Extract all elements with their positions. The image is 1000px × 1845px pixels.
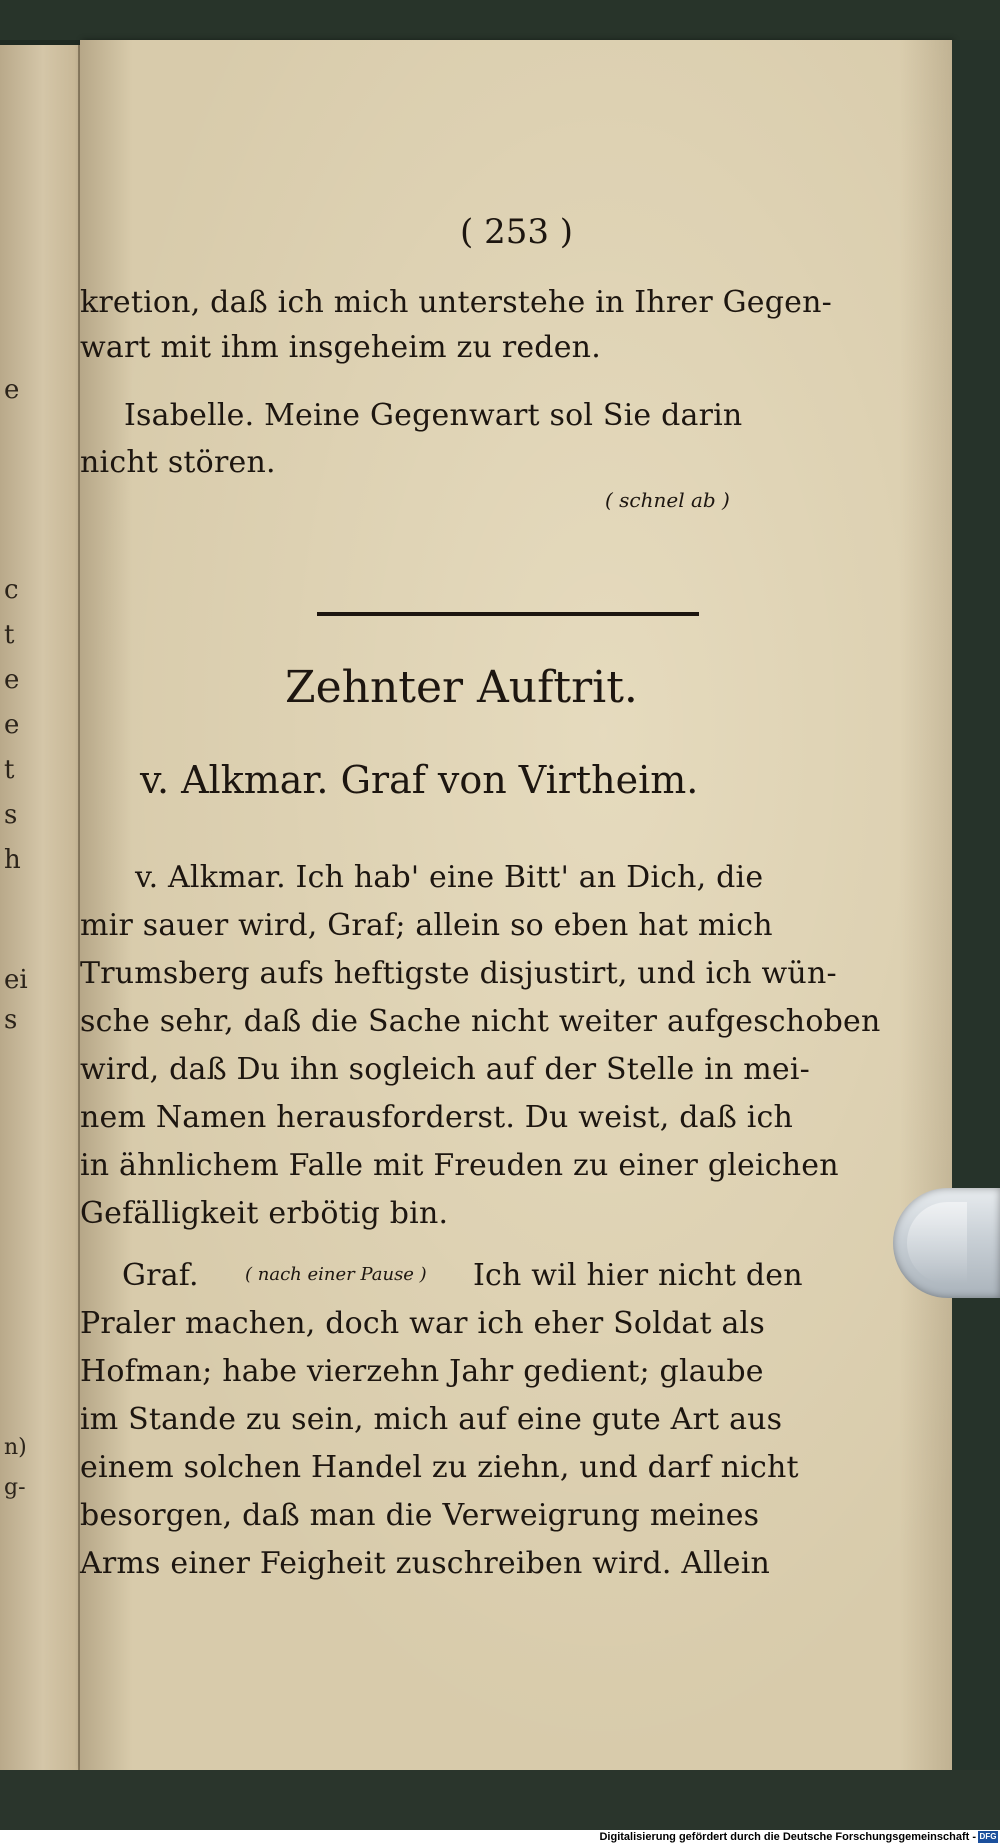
edge-letter: c: [4, 575, 19, 605]
edge-letter: h: [4, 845, 21, 875]
funding-credit: Digitalisierung gefördert durch die Deutsche Forschungsgemeinschaft -: [599, 1831, 976, 1843]
speaker-name: Graf.: [122, 1258, 199, 1293]
character-list: v. Alkmar. Graf von Virtheim.: [140, 758, 699, 802]
edge-letter: t: [4, 620, 15, 650]
speech-line: Isabelle. Meine Gegenwart sol Sie darin: [124, 398, 743, 433]
speech-line: Gefälligkeit erbötig bin.: [80, 1196, 449, 1231]
edge-letter: ei: [4, 965, 28, 995]
speech-line: Arms einer Feigheit zuschreiben wird. Allein: [80, 1546, 771, 1581]
edge-letter: e: [4, 710, 20, 740]
speech-line: Trumsberg aufs heftigste disjustirt, und ich wün-: [80, 956, 837, 991]
edge-letter: n): [4, 1435, 27, 1460]
speech-line: wird, daß Du ihn sogleich auf der Stelle in mei-: [80, 1052, 811, 1087]
left-page-edge-letters: [0, 45, 78, 1775]
edge-letter: e: [4, 375, 20, 405]
scan-background-right: [952, 40, 1000, 1820]
speech-line: v. Alkmar. Ich hab' eine Bitt' an Dich, die: [135, 860, 764, 895]
speech-line: Praler machen, doch war ich eher Soldat als: [80, 1306, 765, 1341]
scene-title: Zehnter Auftrit.: [285, 662, 638, 713]
speech-line: in ähnlichem Falle mit Freuden zu einer gleichen: [80, 1148, 839, 1183]
speech-line: Hofman; habe vierzehn Jahr gedient; glaube: [80, 1354, 764, 1389]
edge-letter: g-: [4, 1475, 26, 1500]
edge-letter: s: [4, 1005, 18, 1035]
stage-direction: ( nach einer Pause ): [245, 1264, 427, 1285]
scan-background-bottom: [0, 1770, 1000, 1830]
dfg-logo: DFG: [979, 1832, 997, 1841]
text-line: kretion, daß ich mich unterstehe in Ihrer Gegen-: [80, 285, 832, 320]
page-number: ( 253 ): [460, 212, 574, 252]
speech-line: sche sehr, daß die Sache nicht weiter aufgeschoben: [80, 1004, 881, 1039]
book-page: [80, 40, 952, 1770]
speech-line: einem solchen Handel zu ziehn, und darf nicht: [80, 1450, 799, 1485]
text-line: wart mit ihm insgeheim zu reden.: [80, 330, 601, 365]
footer-bar: [0, 1830, 1000, 1845]
edge-letter: t: [4, 755, 15, 785]
page-clip: [893, 1188, 1000, 1298]
speech-line: mir sauer wird, Graf; allein so eben hat mich: [80, 908, 773, 943]
edge-letter: e: [4, 665, 20, 695]
section-rule: [317, 612, 699, 616]
speech-line: nicht stören.: [80, 445, 276, 480]
page-clip-highlight: [907, 1202, 967, 1284]
speech-line: Ich wil hier nicht den: [473, 1258, 803, 1293]
speech-line: im Stande zu sein, mich auf eine gute Art aus: [80, 1402, 783, 1437]
scan-background-top: [0, 0, 1000, 40]
left-page-edge: [0, 45, 80, 1775]
speech-line: besorgen, daß man die Verweigrung meines: [80, 1498, 760, 1533]
stage-direction: ( schnel ab ): [605, 488, 730, 512]
speech-line: nem Namen herausforderst. Du weist, daß ich: [80, 1100, 794, 1135]
edge-letter: s: [4, 800, 18, 830]
